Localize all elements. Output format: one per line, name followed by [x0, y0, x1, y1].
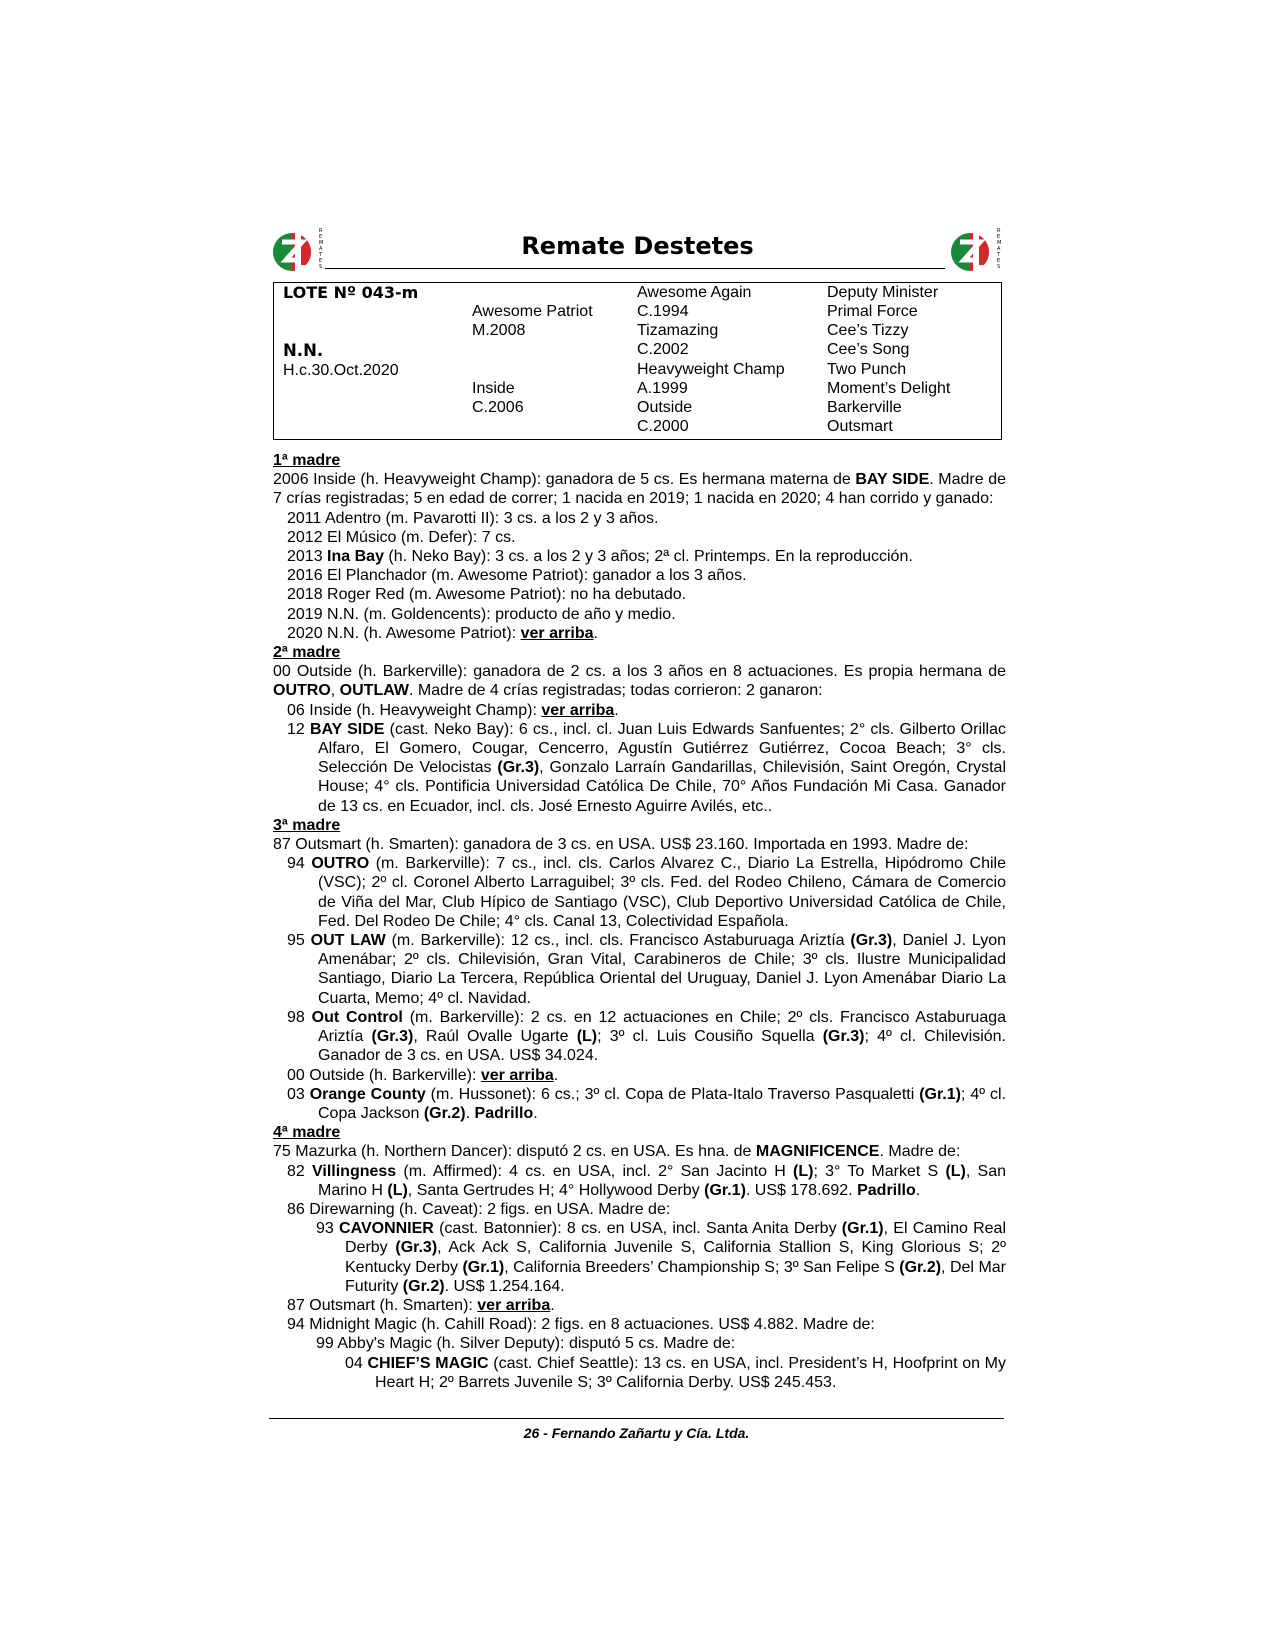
offspring-entry: [273, 1354, 1006, 1392]
text: (cast. Chief Seattle): 13 cs. en USA, incl. President’s H, Hoofprint on My Heart H; 2º Barrets Juvenile S; 3º California Derby. US$ 245.453.: [375, 1354, 1006, 1391]
horse-details: H.c.30.Oct.2020: [283, 362, 399, 379]
horse-name-bold: CHIEF’S MAGIC: [367, 1354, 489, 1372]
grade-bold: (Gr.3): [822, 1028, 865, 1046]
text: 93: [316, 1220, 340, 1238]
horse-name-bold: BAY SIDE: [855, 471, 930, 489]
offspring-entry: [273, 1066, 1006, 1085]
sire-info: M.2008: [472, 322, 526, 339]
grade-bold: (L): [793, 1162, 814, 1180]
text: .: [533, 1104, 538, 1122]
text: 95: [287, 932, 311, 950]
offspring-entry: [273, 1162, 1006, 1200]
sire-name: Awesome Patriot: [472, 303, 593, 320]
horse-name-bold: Out Control: [311, 1008, 403, 1026]
offspring-entry: 2011 Adentro (m. Pavarotti II): 3 cs. a los 2 y 3 años.: [287, 509, 659, 527]
grade-bold: (Gr.3): [497, 759, 540, 777]
gen4-cell: Barkerville: [827, 399, 902, 416]
section-heading-4a-madre: 4ª madre: [273, 1124, 341, 1142]
gen4-cell: Outsmart: [827, 418, 893, 435]
offspring-entry: 2016 El Planchador (m. Awesome Patriot): ganador a los 3 años.: [287, 567, 747, 585]
padrillo-bold: Padrillo: [474, 1104, 534, 1122]
dam-family-text: [273, 451, 1006, 1392]
horse-name: N.N.: [283, 341, 324, 360]
text: ; 4º cl. Copa Jackson: [318, 1085, 1006, 1122]
section-heading-1a-madre: 1ª madre: [273, 452, 341, 469]
header-rule: [325, 268, 945, 269]
offspring-entry: [273, 720, 1006, 816]
horse-name-bold: Orange County: [309, 1085, 426, 1103]
gen3-cell: Outside: [637, 399, 693, 416]
grade-bold: (Gr.3): [850, 932, 893, 950]
padrillo-bold: Padrillo: [857, 1181, 916, 1199]
text: (m. Affirmed): 4 cs. en USA, incl. 2° San Jacinto H: [396, 1162, 793, 1180]
gen3-cell: C.1994: [637, 303, 689, 320]
text: .: [465, 1104, 475, 1122]
text: , Gonzalo Larraín Gandarillas, Chilevisión, Saint Oregón, Crystal House; 4° cls. Pontificia Universidad Católica De Chile, 70° Años Fundación Mi Casa. Ganador de 13 cs. en Ecuador, incl. cls. José Ernesto Aguirre Avilés, etc..: [318, 759, 1006, 815]
ver-arriba-reference: ver arriba: [541, 701, 615, 719]
text: . Madre de 4 crías registradas; todas corrieron: 2 ganaron:: [409, 682, 823, 700]
gen4-cell: Primal Force: [827, 303, 918, 320]
text: (m. Barkerville): 12 cs., incl. cls. Francisco Astaburuaga Ariztía: [385, 932, 851, 950]
gen4-cell: Two Punch: [827, 361, 907, 378]
horse-name-bold: CAVONNIER: [339, 1220, 434, 1238]
text: , San Marino H: [318, 1162, 1007, 1199]
logo-side-text: R E M A T E S: [997, 228, 1002, 270]
text: 94: [287, 855, 312, 873]
gen4-cell: Cee’s Tizzy: [827, 322, 909, 339]
text: .: [593, 624, 598, 642]
text: 2013: [287, 548, 328, 566]
offspring-entry: 94 Midnight Magic (h. Cahill Road): 2 figs. en 8 actuaciones. US$ 4.882. Madre de:: [287, 1316, 875, 1334]
zl-remates-logo-right: [950, 224, 1002, 276]
footer-rule: [269, 1418, 1004, 1419]
offspring-entry: 86 Direwarning (h. Caveat): 2 figs. en USA. Madre de:: [287, 1200, 671, 1218]
text: (cast. Batonnier): 8 cs. en USA, incl. Santa Anita Derby: [433, 1220, 842, 1238]
horse-name-bold: BAY SIDE: [309, 720, 385, 738]
offspring-entry: [273, 1085, 1006, 1123]
horse-name-bold: OUT LAW: [310, 932, 386, 950]
page-title: Remate Destetes: [521, 232, 754, 260]
horse-name-bold: Villingness: [312, 1162, 397, 1180]
offspring-entry: 2019 N.N. (m. Goldencents): producto de año y medio.: [287, 605, 676, 623]
text: . US$ 1.254.164.: [444, 1277, 565, 1295]
text: (m. Barkerville): 7 cs., incl. cls. Carlos Alvarez C., Diario La Estrella, Hipódromo Chile (VSC); 2º cl. Coronel Alberto Larraguibel; 3º cls. Fed. del Rodeo Chileno, Cámara de Comercio de Viña del Mar, Club Hípico de Santiago (VSC), Club Deportivo Universidad Católica de Chile, Fed. Del Rodeo De Chile; 4° cls. Canal 13, Colectividad Española.: [318, 855, 1006, 930]
logo-side-text: R E M A T E S: [319, 228, 324, 270]
text: 87 Outsmart (h. Smarten):: [287, 1296, 478, 1314]
grade-bold: (L): [387, 1181, 408, 1199]
text: 00 Outside (h. Barkerville):: [287, 1066, 481, 1084]
text: ,: [330, 682, 340, 700]
offspring-entry: [273, 547, 1006, 566]
offspring-entry: [273, 1296, 1006, 1315]
text: . Madre de:: [879, 1143, 961, 1161]
ver-arriba-reference: ver arriba: [477, 1296, 551, 1314]
text: .: [614, 701, 619, 719]
text: . US$ 178.692.: [745, 1181, 858, 1199]
text: 2020 N.N. (h. Awesome Patriot):: [287, 624, 521, 642]
text: 12: [287, 720, 310, 738]
text: 00 Outside (h. Barkerville): ganadora de 2 cs. a los 3 años en 8 actuaciones. Es propia hermana de: [273, 663, 1006, 681]
dam-paragraph: [273, 1142, 1006, 1161]
text: 98: [287, 1008, 312, 1026]
grade-bold: (Gr.1): [919, 1085, 961, 1103]
offspring-entry: 2012 El Músico (m. Defer): 7 cs.: [287, 528, 516, 546]
dam-info: C.2006: [472, 399, 524, 416]
grade-bold: (Gr.2): [899, 1258, 942, 1276]
dam-paragraph: [273, 662, 1006, 700]
pedigree-table: [273, 282, 1002, 440]
offspring-entry: [273, 624, 1006, 643]
gen3-cell: A.1999: [637, 380, 688, 397]
gen3-cell: C.2002: [637, 341, 689, 358]
ver-arriba-reference: ver arriba: [520, 624, 594, 642]
section-heading-2a-madre: 2ª madre: [273, 644, 341, 662]
gen4-cell: Cee’s Song: [827, 341, 910, 358]
text: , El Camino Real Derby: [345, 1220, 1006, 1257]
gen3-cell: Awesome Again: [637, 284, 752, 301]
grade-bold: (Gr.1): [462, 1258, 505, 1276]
gen4-cell: Deputy Minister: [827, 284, 939, 301]
offspring-entry: [273, 701, 1006, 720]
gen3-cell: C.2000: [637, 418, 689, 435]
horse-name-bold: OUTLAW: [339, 682, 409, 700]
text: 2006 Inside (h. Heavyweight Champ): ganadora de 5 cs. Es hermana materna de: [273, 471, 856, 489]
text: , Santa Gertrudes H; 4° Hollywood Derby: [407, 1181, 705, 1199]
offspring-entry: [273, 854, 1006, 931]
ver-arriba-reference: ver arriba: [480, 1066, 554, 1084]
text: (cast. Neko Bay): 6 cs., incl. cl. Juan Luis Edwards Sanfuentes; 2° cls. Gilberto Orillac Alfaro, El Gomero, Cougar, Cencerro, Agustín Gutiérrez Gutiérrez, Cocoa Beach; 3° cls. Selección De Velocistas: [318, 720, 1007, 777]
offspring-entry: [273, 1008, 1006, 1066]
text: (h. Neko Bay): 3 cs. a los 2 y 3 años; 2ª cl. Printemps. En la reproducción.: [383, 548, 913, 566]
dam-paragraph: [273, 470, 1006, 508]
text: ; 4º cl. Chilevisión. Ganador de 3 cs. en USA. US$ 34.024.: [318, 1028, 1006, 1065]
zl-remates-logo: [272, 224, 324, 276]
text: , Del Mar Futurity: [345, 1258, 1006, 1295]
text: 04: [345, 1354, 368, 1372]
text: 82: [287, 1162, 313, 1180]
gen3-cell: Tizamazing: [637, 322, 719, 339]
text: .: [553, 1066, 559, 1084]
offspring-entry: [273, 931, 1006, 1008]
lot-number: LOTE Nº 043-m: [283, 283, 419, 302]
gen4-cell: Moment’s Delight: [827, 380, 951, 397]
offspring-entry: [273, 1219, 1006, 1296]
horse-name-bold: OUTRO: [311, 855, 370, 873]
grade-bold: (L): [945, 1162, 966, 1180]
grade-bold: (Gr.2): [402, 1277, 445, 1295]
grade-bold: (Gr.1): [704, 1181, 746, 1199]
horse-name-bold: OUTRO: [273, 682, 331, 700]
page-footer: 26 - Fernando Zañartu y Cía. Ltda.: [523, 1425, 750, 1441]
text: , Daniel J. Lyon Amenábar; 2º cls. Chilevisión, Gran Vital, Carabineros de Chile; 3º cls. Ilustre Municipalidad Santiago, Diario La Tercera, República Oriental del Uruguay, Daniel J. Lyon Amenábar Diario La Cuarta, Memo; 4º cl. Navidad.: [318, 932, 1007, 1007]
text: ; 3° To Market S: [813, 1162, 946, 1180]
section-heading-3a-madre: 3ª madre: [273, 816, 341, 834]
horse-name-bold: MAGNIFICENCE: [755, 1143, 880, 1161]
text: (m. Hussonet): 6 cs.; 3º cl. Copa de Plata-Italo Traverso Pasqualetti: [425, 1085, 920, 1103]
dam-paragraph: 87 Outsmart (h. Smarten): ganadora de 3 cs. en USA. US$ 23.160. Importada en 1993. Madre de:: [273, 836, 969, 854]
dam-name: Inside: [472, 380, 515, 397]
text: (m. Barkerville): 2 cs. en 12 actuaciones en Chile; 2º cls. Francisco Astaburuaga Ariztía: [318, 1008, 1007, 1046]
text: , Ack Ack S, California Juvenile S, California Stallion S, King Glorious S; 2º Kentucky Derby: [345, 1239, 1007, 1276]
horse-name-bold: Ina Bay: [327, 548, 384, 566]
text: , California Breeders’ Championship S; 3º San Felipe S: [504, 1258, 900, 1276]
text: .: [550, 1296, 555, 1314]
text: . Madre de 7 crías registradas; 5 en edad de correr; 1 nacida en 2019; 1 nacida en 2020; 4 han corrido y ganado:: [273, 471, 1007, 508]
text: , Raúl Ovalle Ugarte: [413, 1028, 577, 1046]
grade-bold: (Gr.2): [423, 1104, 466, 1122]
text: .: [915, 1181, 921, 1199]
grade-bold: (Gr.3): [395, 1239, 438, 1257]
grade-bold: (L): [576, 1028, 598, 1046]
text: 03: [287, 1085, 310, 1103]
offspring-entry: 2018 Roger Red (m. Awesome Patriot): no ha debutado.: [287, 586, 687, 604]
text: ; 3º cl. Luis Cousiño Squella: [597, 1028, 823, 1046]
grade-bold: (Gr.3): [371, 1028, 414, 1046]
text: 75 Mazurka (h. Northern Dancer): disputó 2 cs. en USA. Es hna. de: [273, 1143, 756, 1161]
offspring-entry: 99 Abby's Magic (h. Silver Deputy): disputó 5 cs. Madre de:: [316, 1335, 736, 1353]
text: 06 Inside (h. Heavyweight Champ):: [287, 701, 542, 719]
grade-bold: (Gr.1): [841, 1220, 884, 1238]
gen3-cell: Heavyweight Champ: [637, 361, 785, 378]
